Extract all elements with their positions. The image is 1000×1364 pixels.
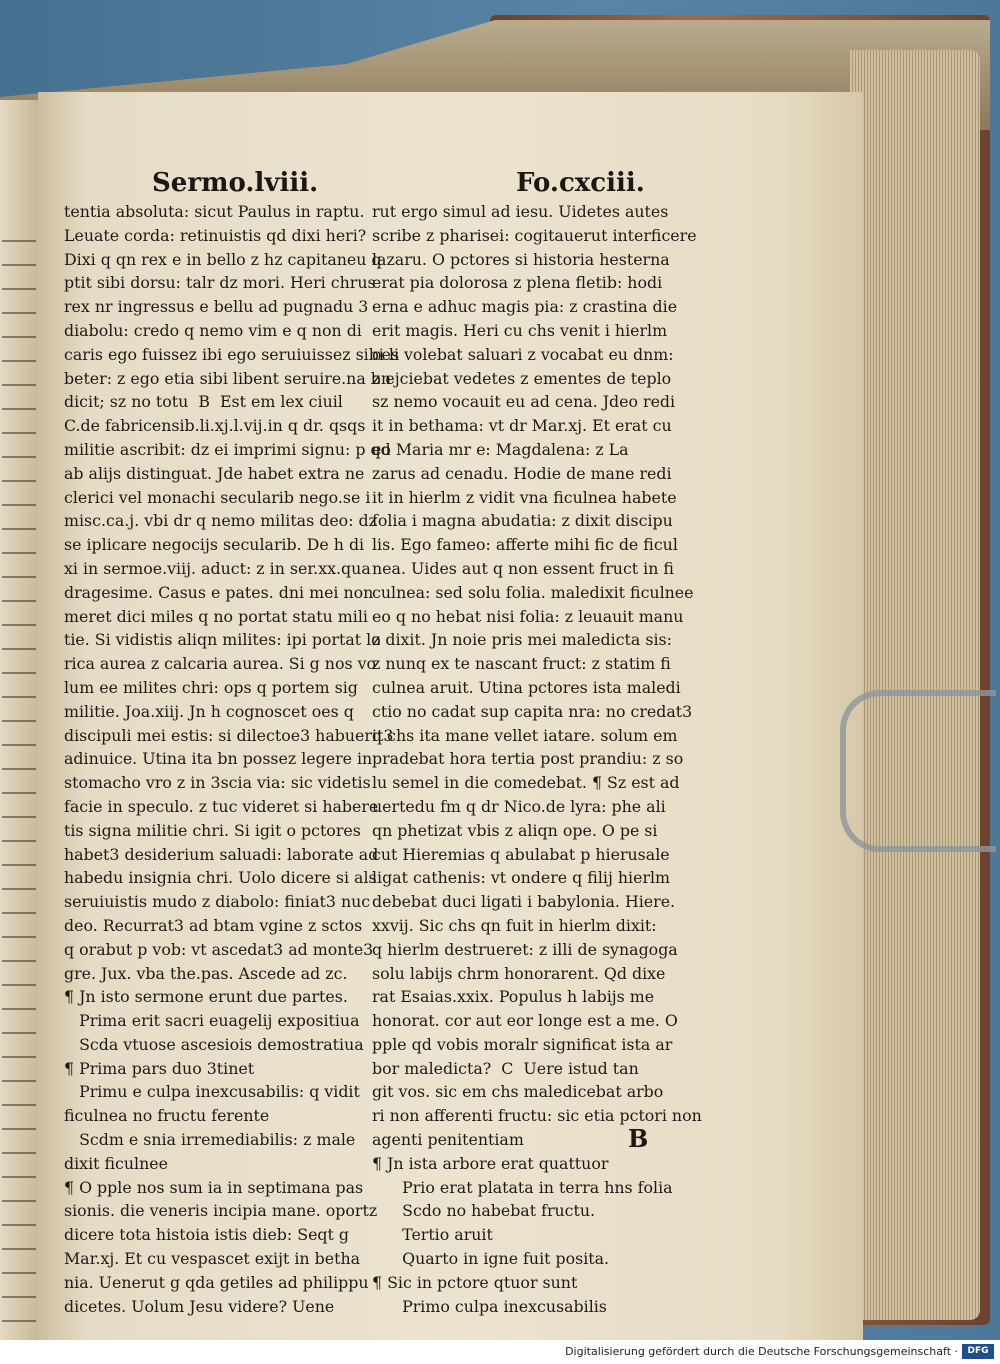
text-line: culnea aruit. Utina pctores ista maledi [372,677,681,697]
text-line: ¶ Sic in pctore qtuor sunt [372,1272,578,1292]
text-line: ctio no cadat sup capita nra: no credat3 [372,701,693,721]
text-line: q hierlm destrueret: z illi de synagoga [372,939,678,959]
text-line: se iplicare negocijs secularib. De h di [64,535,365,555]
text-line: erna e adhuc magis pia: z crastina die [372,297,678,317]
text-line: q orabut p vob: vt ascedat3 ad monte3 [64,939,374,959]
text-line: stomacho vro z in 3scia via: sic videtis [64,773,371,793]
text-line: rica aurea z calcaria aurea. Si g nos vo [64,654,377,674]
text-line: q chs ita mane vellet iatare. solum em [372,725,678,745]
text-line: tie. Si vidistis aliqn milites: ipi portat lo [64,630,381,650]
text-line: z ejciebat vedetes z ementes de teplo [372,368,672,388]
text-line: it in bethama: vt dr Mar.xj. Et erat cu [372,416,672,436]
text-line: oes volebat saluari z vocabat eu dnm: [372,344,674,364]
text-line: qn phetizat vbis z aliqn ope. O pe si [372,820,658,840]
text-line: lazaru. O pctores si historia hesterna [372,249,670,269]
text-line: Dixi q qn rex e in bello z hz capitaneu q [64,249,382,269]
text-line: dicetes. Uolum Jesu videre? Uene [64,1296,335,1316]
signature-mark: B [628,1124,649,1153]
text-line: xi in sermoe.viij. aduct: z in ser.xx.qua [64,558,371,578]
text-line: rat Esaias.xxix. Populus h labijs me [372,987,655,1007]
running-head-left: Sermo.lviii. [152,168,319,198]
text-line: dicit; sz no totu B Est em lex ciuil [64,392,343,412]
text-line: Primo culpa inexcusabilis [372,1296,607,1316]
text-line: tentia absoluta: sicut Paulus in raptu. [64,202,365,221]
text-line: Leuate corda: retinuistis qd dixi heri? [64,225,367,245]
text-line: lis. Ego fameo: afferte mihi fic de ficul [372,535,678,555]
text-line: culnea: sed solu folia. maledixit ficulnee [372,582,694,602]
text-line: meret dici miles q no portat statu mili [64,606,368,626]
text-line: ab alijs distinguat. Jde habet extra ne [64,463,365,483]
text-line: beter: z ego etia sibi libent seruire.na bn [64,368,392,388]
text-line: ¶ O pple nos sum ia in septimana pas [64,1177,364,1197]
text-line: eo Maria mr e: Magdalena: z La [372,439,629,459]
text-line: Mar.xj. Et cu vespascet exijt in betha [64,1249,361,1269]
text-line: caris ego fuissez ibi ego seruiuissez sibi li [64,344,400,364]
footer-credit: Digitalisierung gefördert durch die Deutsche Forschungsgemeinschaft · [565,1345,958,1358]
text-line: solu labijs chrm honorarent. Qd dixe [372,963,666,983]
text-line: tis signa militie chri. Si igit o pctores [64,820,361,840]
text-line: dixit ficulnee [64,1153,168,1173]
text-line: discipuli mei estis: si dilectoe3 habuerit3 [64,725,394,745]
text-line: ¶ Jn ista arbore erat quattuor [372,1153,609,1173]
text-line: Tertio aruit [372,1225,493,1245]
text-line: sz nemo vocauit eu ad cena. Jdeo redi [372,392,676,412]
text-line: militie. Joa.xiij. Jn h cognoscet oes q [64,701,354,721]
text-line: C.de fabricensib.li.xj.l.vij.in q dr. qsqs [64,416,366,436]
text-line: nea. Uides aut q non essent fruct in fi [372,558,674,578]
text-line: Quarto in igne fuit posita. [372,1249,610,1269]
text-line: cut Hieremias q abulabat p hierusale [372,844,670,864]
footer-bar [0,1340,1000,1364]
text-line: pple qd vobis moralr significat ista ar [372,1034,673,1054]
text-line: militie ascribit: dz ei imprimi signu: p qd [64,439,391,459]
text-line: lu semel in die comedebat. ¶ Sz est ad [372,773,680,793]
text-line: pradebat hora tertia post prandiu: z so [372,749,684,769]
text-line: zarus ad cenadu. Hodie de mane redi [372,463,672,483]
text-line: rut ergo simul ad iesu. Uidetes autes [372,202,669,221]
text-line: habedu insignia chri. Uolo dicere si als [64,868,377,888]
facing-page-text [2,240,36,1340]
text-line: dragesime. Casus e pates. dni mei non [64,582,374,602]
text-column-left [64,200,400,1318]
text-line: honorat. cor aut eor longe est a me. O [372,1011,678,1031]
text-line: sionis. die veneris incipia mane. oportz [64,1201,378,1221]
text-line: Scdm e snia irremediabilis: z male [64,1130,356,1150]
text-line: xxvij. Sic chs qn fuit in hierlm dixit: [372,915,657,935]
text-line: gre. Jux. vba the.pas. Ascede ad zc. [64,963,348,983]
text-line: diabolu: credo q nemo vim e q non di [64,320,362,340]
text-line: ri non afferenti fructu: sic etia pctori non [372,1106,702,1126]
text-line: misc.ca.j. vbi dr q nemo militas deo: dz [64,511,377,531]
text-line: eo q no hebat nisi folia: z leuauit manu [372,606,684,626]
text-line: bor maledicta? C Uere istud tan [372,1058,639,1078]
text-line: Scdo no habebat fructu. [372,1201,596,1221]
text-line: habet3 desiderium saluadi: laborate ad [64,844,379,864]
text-line: z nunq ex te nascant fruct: z statim fi [372,654,671,674]
text-line: ¶ Jn isto sermone erunt due partes. [64,987,348,1007]
text-line: dicere tota histoia istis dieb: Seqt g [64,1225,350,1245]
text-line: deo. Recurrat3 ad btam vgine z sctos [64,915,363,935]
text-line: ligat cathenis: vt ondere q filij hierlm [372,868,671,888]
text-line: facie in speculo. z tuc videret si habere [64,796,379,816]
text-line: ¶ Prima pars duo 3tinet [64,1058,255,1078]
text-line: ptit sibi dorsu: talr dz mori. Heri chrus [64,273,376,293]
text-line: nia. Uenerut g qda getiles ad philippu [64,1272,369,1292]
text-line: debebat duci ligati i babylonia. Hiere. [372,892,676,912]
page-clip [840,690,996,852]
text-line: erat pia dolorosa z plena fletib: hodi [372,273,663,293]
text-line: uertedu fm q dr Nico.de lyra: phe ali [372,796,666,816]
text-line: seruiuistis mudo z diabolo: finiat3 nuc [64,892,371,912]
text-line: Prima erit sacri euagelij expositiua [64,1011,360,1031]
text-line: erit magis. Heri cu chs venit i hierlm [372,320,668,340]
dfg-logo: DFG [962,1344,994,1359]
page-edges [850,50,980,1320]
text-line: ficulnea no fructu ferente [64,1106,270,1126]
text-line: folia i magna abudatia: z dixit discipu [372,511,673,531]
text-line: rex nr ingressus e bellu ad pugnadu 3 [64,297,369,317]
text-line: scribe z pharisei: cogitauerut interficere [372,225,697,245]
text-line: clerici vel monachi secularib nego.se i [64,487,371,507]
text-line: Prio erat platata in terra hns folia [372,1177,673,1197]
text-line: adinuice. Utina ita bn possez legere in [64,749,373,769]
facing-page-sliver [0,100,40,1340]
text-line: git vos. sic em chs maledicebat arbo [372,1082,664,1102]
text-line: Scda vtuose ascesiois demostratiua [64,1034,364,1054]
text-line: z dixit. Jn noie pris mei maledicta sis: [372,630,672,650]
text-line: Primu e culpa inexcusabilis: q vidit [64,1082,360,1102]
text-line: agenti penitentiam [372,1130,524,1150]
text-line: lum ee milites chri: ops q portem sig [64,677,358,697]
folio-number: Fo.cxciii. [516,168,645,198]
text-line: it in hierlm z vidit vna ficulnea habete [372,487,677,507]
